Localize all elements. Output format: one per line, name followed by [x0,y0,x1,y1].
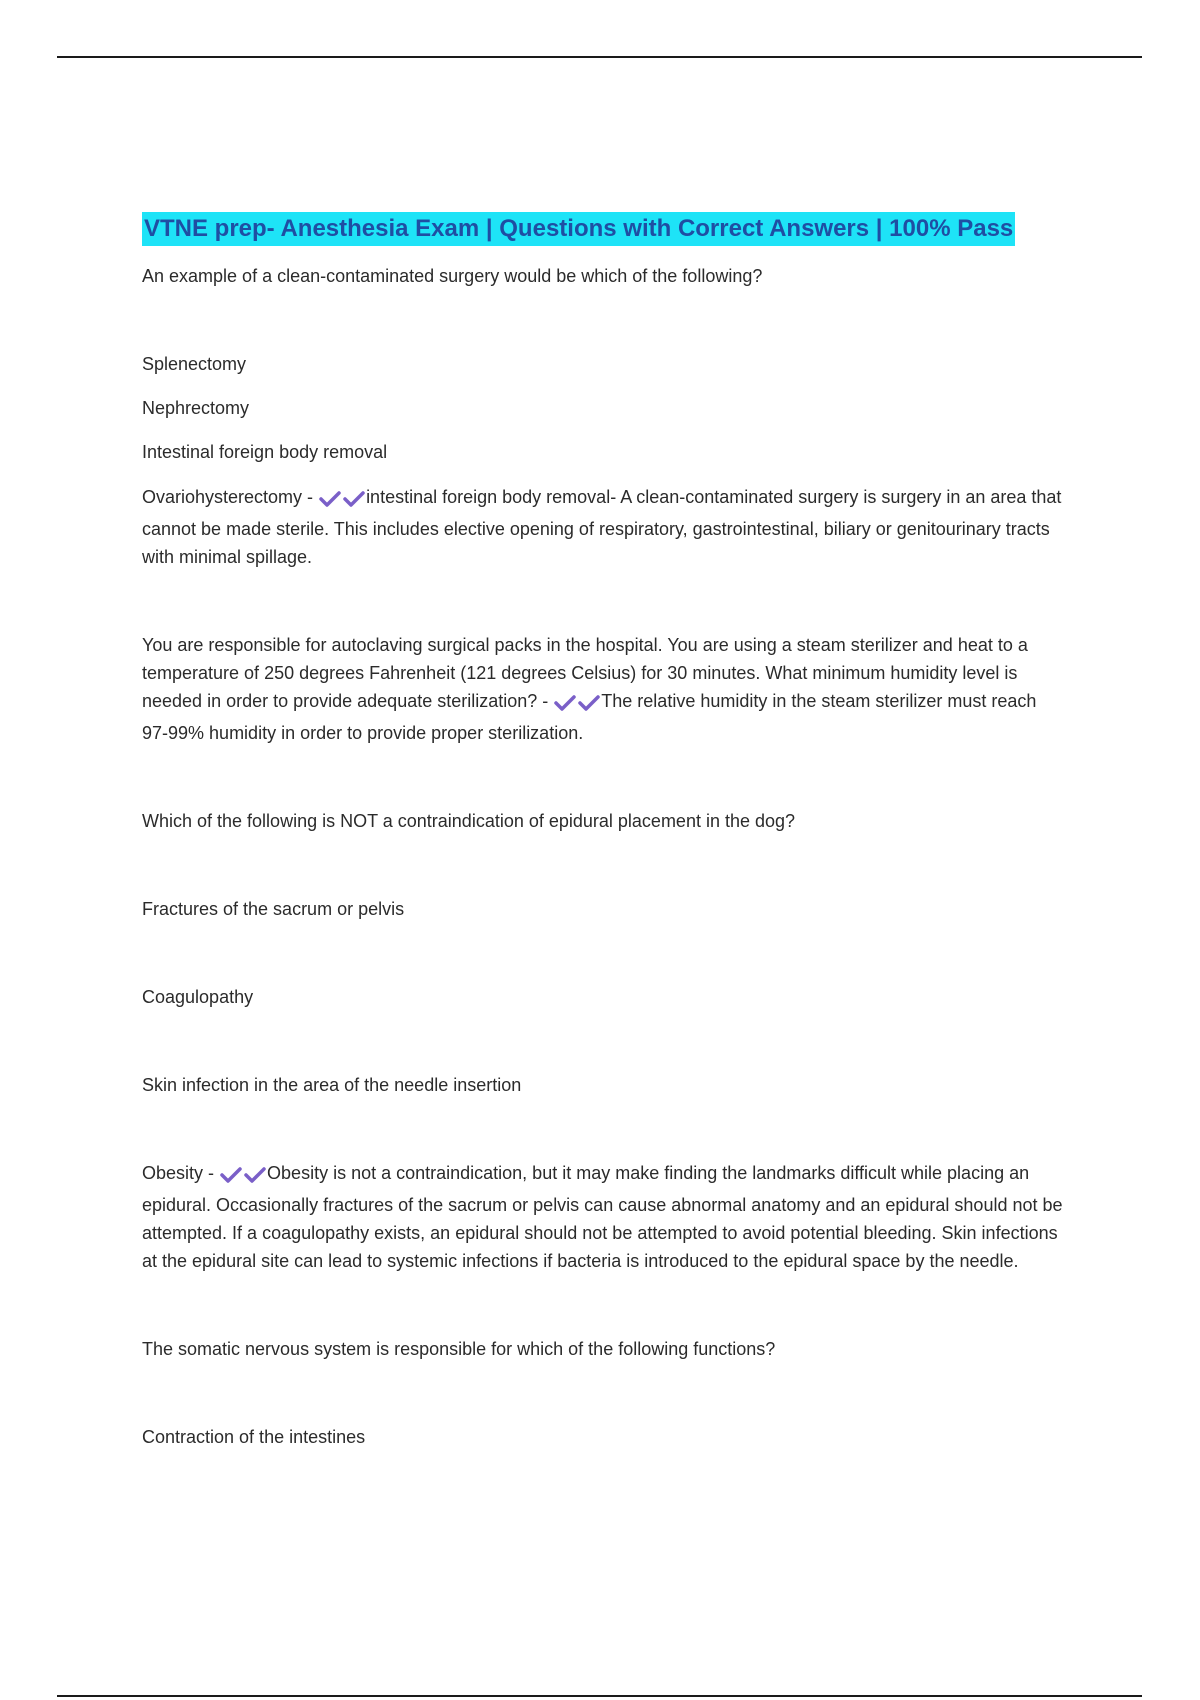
q1-answer-text: intestinal foreign body removal- A clean-contaminated surgery is surgery in an area that cannot be made sterile. This includes elective opening of respiratory, gastrointestinal, biliary or genitourinary tracts with minimal spillage. [142,487,1062,567]
q1-answer-prefix: Ovariohysterectomy - [142,487,314,507]
question-2 [142,631,1067,747]
check-icon [554,691,576,719]
q1-answer [142,483,1067,571]
q3-option-1: Fractures of the sacrum or pelvis [142,899,405,919]
question-1: An example of a clean-contaminated surgery would be which of the following? [142,266,763,286]
bottom-rule [57,1695,1142,1697]
question-4: The somatic nervous system is responsible for which of the following functions? [142,1339,776,1359]
q1-option-3: Intestinal foreign body removal [142,442,388,462]
check-icon [343,487,365,515]
q2-question-text: You are responsible for autoclaving surgical packs in the hospital. You are using a steam sterilizer and heat to a temperature of 250 degrees Fahrenheit (121 degrees Celsius) for 30 minutes. What minimum humidity level is needed in order to provide adequate sterilization? - [142,635,1028,711]
q2-answer-text: The relative humidity in the steam sterilizer must reach 97-99% humidity in order to provide proper sterilization. [142,691,1037,743]
check-icon [220,1163,242,1191]
q3-option-3: Skin infection in the area of the needle insertion [142,1075,522,1095]
q4-option-1: Contraction of the intestines [142,1427,366,1447]
q3-option-2: Coagulopathy [142,987,254,1007]
q3-answer-text: Obesity is not a contraindication, but it may make finding the landmarks difficult while placing an epidural. Occasionally fractures of the sacrum or pelvis can cause abnormal anatomy and an epidural should not be attempted. If a coagulopathy exists, an epidural should not be attempted to avoid potential bleeding. Skin infections at the epidural site can lead to systemic infections if bacteria is introduced to the epidural space by the needle. [142,1163,1063,1271]
q3-answer-prefix: Obesity - [142,1163,215,1183]
check-icon [319,487,341,515]
top-rule [57,56,1142,58]
question-3: Which of the following is NOT a contraindication of epidural placement in the dog? [142,811,796,831]
check-icon [578,691,600,719]
q1-option-1: Splenectomy [142,354,247,374]
check-icon [244,1163,266,1191]
q3-answer [142,1159,1067,1275]
document-title: VTNE prep- Anesthesia Exam | Questions with Correct Answers | 100% Pass [142,212,1015,246]
document-body [142,212,1067,1451]
q1-option-2: Nephrectomy [142,398,250,418]
